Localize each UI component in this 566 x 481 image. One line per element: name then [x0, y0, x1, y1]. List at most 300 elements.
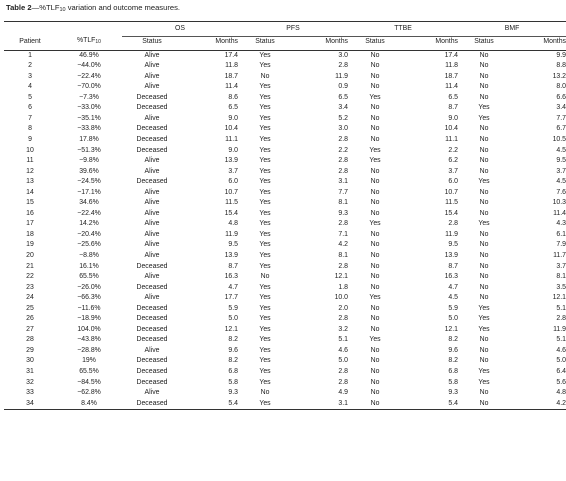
header-blank: [4, 22, 56, 37]
bmf-status-cell: No: [479, 283, 489, 291]
bmf-months-cell: 9.9: [556, 51, 566, 59]
header-os: OS: [122, 22, 238, 37]
ttbe-status-cell: No: [370, 325, 380, 333]
pfs-months-cell: 3.0: [338, 51, 348, 59]
pfs-status-cell: Yes: [259, 135, 271, 143]
bmf-months-cell: 6.4: [556, 368, 566, 375]
ttbe-status-cell: Yes: [369, 146, 381, 154]
pfs-months-cell: 3.1: [292, 399, 348, 410]
os-status-cell: Alive: [144, 273, 160, 281]
table-row: [4, 262, 566, 273]
os-status-cell: Deceased: [136, 283, 168, 291]
pfs-status-cell: Yes: [259, 220, 271, 228]
table-row: [4, 61, 566, 72]
bmf-status-cell: No: [479, 262, 489, 270]
os-status-cell: Deceased: [136, 368, 168, 375]
os-months-cell: 10.7: [224, 188, 238, 196]
bmf-status-cell: No: [479, 157, 489, 165]
pfs-months-cell: 2.8: [338, 62, 348, 70]
bmf-status-cell: Yes: [478, 114, 490, 122]
table-row: [4, 188, 566, 199]
bmf-months-cell: 7.9: [556, 241, 566, 249]
os-status-cell: Alive: [144, 62, 160, 70]
table-row: [4, 335, 566, 346]
os-months-cell: 5.4: [182, 399, 238, 410]
os-status-cell: Alive: [144, 167, 160, 175]
header-pfs-status: Status: [238, 36, 292, 50]
ttbe-status-cell: No: [370, 167, 380, 175]
ttbe-months-cell: 4.7: [448, 283, 458, 291]
patient-cell: 34: [4, 399, 56, 410]
header-tlf-sub: 10: [95, 39, 101, 46]
header-os-status: Status: [122, 36, 182, 50]
bmf-status-cell: No: [479, 93, 489, 101]
os-status-cell: Deceased: [136, 135, 168, 143]
pfs-months-cell: 2.8: [338, 315, 348, 323]
os-months-cell: 9.5: [228, 241, 238, 249]
tlf-cell: 8.4%: [56, 399, 122, 410]
os-months-cell: 9.0: [228, 114, 238, 122]
ttbe-status-cell: No: [370, 283, 380, 291]
patient-cell: 1: [28, 51, 32, 59]
pfs-status-cell: Yes: [259, 304, 271, 312]
table-row: [4, 135, 566, 146]
os-status-cell: Alive: [144, 72, 160, 80]
pfs-status-cell: Yes: [259, 315, 271, 323]
ttbe-months-cell: 18.7: [444, 72, 458, 80]
pfs-status-cell: Yes: [259, 114, 271, 122]
table-header: [4, 22, 566, 51]
header-ttbe: TTBE: [348, 22, 458, 37]
os-status-cell: Deceased: [136, 325, 168, 333]
bmf-status-cell: No: [479, 199, 489, 207]
ttbe-months-cell: 9.5: [448, 241, 458, 249]
header-tlf: [56, 36, 122, 50]
bmf-status-cell: Yes: [478, 368, 490, 375]
ttbe-status-cell: No: [370, 114, 380, 122]
patient-cell: 31: [26, 368, 34, 375]
ttbe-months-cell: 9.3: [448, 389, 458, 397]
pfs-status-cell: Yes: [259, 146, 271, 154]
caption-label: Table 2: [6, 3, 32, 12]
os-status-cell: Deceased: [122, 399, 182, 410]
table-row: [4, 240, 566, 251]
table-row: [4, 314, 566, 325]
tlf-cell: −24.5%: [77, 178, 101, 186]
bmf-months-cell: 4.8: [556, 389, 566, 397]
pfs-status-cell: Yes: [259, 125, 271, 133]
ttbe-months-cell: 9.6: [448, 346, 458, 354]
ttbe-months-cell: 6.8: [448, 368, 458, 375]
table-row: [4, 399, 566, 410]
table-row: [4, 114, 566, 125]
ttbe-months-cell: 17.4: [444, 51, 458, 59]
pfs-status-cell: Yes: [259, 346, 271, 354]
patient-cell: 15: [26, 199, 34, 207]
os-months-cell: 17.4: [224, 51, 238, 59]
ttbe-status-cell: No: [370, 262, 380, 270]
tlf-cell: −11.6%: [77, 304, 101, 312]
pfs-status-cell: Yes: [259, 325, 271, 333]
os-status-cell: Alive: [144, 157, 160, 165]
caption-dash: —: [31, 3, 40, 12]
tlf-cell: −66.3%: [77, 294, 101, 302]
ttbe-status-cell: No: [370, 188, 380, 196]
pfs-months-cell: 5.1: [338, 336, 348, 344]
header-bmf-months: Months: [510, 36, 566, 50]
patient-cell: 17: [26, 220, 34, 228]
ttbe-status-cell: No: [370, 135, 380, 143]
pfs-months-cell: 1.8: [338, 283, 348, 291]
pfs-months-cell: 4.6: [338, 346, 348, 354]
tlf-cell: −51.3%: [77, 146, 101, 154]
os-months-cell: 6.0: [228, 178, 238, 186]
bmf-months-cell: 3.5: [556, 283, 566, 291]
bmf-months-cell: 5.1: [556, 336, 566, 344]
ttbe-months-cell: 11.1: [445, 135, 458, 143]
patient-cell: 2: [28, 62, 32, 70]
pfs-status-cell: Yes: [259, 357, 271, 365]
table-row: [4, 198, 566, 209]
bmf-months-cell: 10.5: [552, 135, 566, 143]
os-status-cell: Deceased: [136, 262, 168, 270]
ttbe-months-cell: 8.7: [448, 262, 458, 270]
ttbe-status-cell: Yes: [369, 336, 381, 344]
bmf-months-cell: 11.4: [553, 209, 566, 217]
patient-cell: 6: [28, 104, 32, 112]
os-months-cell: 10.4: [224, 125, 238, 133]
os-status-cell: Deceased: [136, 336, 168, 344]
bmf-status-cell: No: [479, 72, 489, 80]
table-row: [4, 356, 566, 367]
tlf-cell: 14.2%: [79, 220, 99, 228]
pfs-status-cell: Yes: [259, 83, 271, 91]
ttbe-status-cell: No: [370, 209, 380, 217]
table-row: [4, 72, 566, 83]
bmf-months-cell: 6.6: [556, 93, 566, 101]
pfs-status-cell: Yes: [259, 93, 271, 101]
os-months-cell: 11.1: [225, 135, 238, 143]
pfs-months-cell: 7.1: [338, 230, 348, 238]
pfs-status-cell: Yes: [259, 62, 271, 70]
bmf-status-cell: No: [479, 251, 489, 259]
os-status-cell: Deceased: [136, 315, 168, 323]
patient-cell: 7: [28, 114, 32, 122]
ttbe-status-cell: No: [370, 62, 380, 70]
header-bmf-status: Status: [458, 36, 510, 50]
pfs-status-cell: Yes: [259, 178, 271, 186]
ttbe-months-cell: 8.2: [448, 336, 458, 344]
table-row: [4, 167, 566, 178]
pfs-months-cell: 3.1: [338, 178, 348, 186]
tlf-cell: −62.8%: [77, 389, 101, 397]
pfs-status-cell: Yes: [259, 251, 271, 259]
ttbe-status-cell: No: [370, 51, 380, 59]
os-status-cell: Deceased: [136, 178, 168, 186]
bmf-months-cell: 4.3: [556, 220, 566, 228]
tlf-cell: −20.4%: [77, 230, 101, 238]
tlf-cell: −35.1%: [77, 114, 101, 122]
patient-cell: 26: [26, 315, 34, 323]
os-status-cell: Deceased: [136, 104, 168, 112]
outcome-table: [4, 21, 566, 410]
ttbe-months-cell: 2.2: [448, 146, 458, 154]
bmf-status-cell: No: [479, 83, 489, 91]
patient-cell: 18: [26, 230, 34, 238]
bmf-months-cell: 6.1: [556, 230, 566, 238]
pfs-status-cell: Yes: [259, 199, 271, 207]
table-row: [4, 209, 566, 220]
pfs-months-cell: 2.8: [338, 167, 348, 175]
patient-cell: 23: [26, 283, 34, 291]
bmf-months-cell: 8.1: [556, 273, 566, 281]
tlf-cell: −8.8%: [79, 251, 99, 259]
header-ttbe-status: Status: [348, 36, 402, 50]
pfs-months-cell: 8.1: [338, 251, 348, 259]
caption-pre: %TLF: [39, 3, 60, 12]
pfs-status-cell: Yes: [259, 283, 271, 291]
tlf-cell: 65.5%: [79, 273, 99, 281]
ttbe-status-cell: No: [370, 199, 380, 207]
bmf-status-cell: Yes: [478, 304, 490, 312]
ttbe-months-cell: 5.0: [448, 315, 458, 323]
bmf-status-cell: No: [479, 294, 489, 302]
table-row: [4, 177, 566, 188]
os-months-cell: 18.7: [224, 72, 238, 80]
pfs-months-cell: 11.9: [335, 72, 348, 80]
table-row: [4, 230, 566, 241]
os-months-cell: 11.5: [225, 199, 238, 207]
tlf-cell: −33.0%: [77, 104, 101, 112]
os-months-cell: 8.2: [228, 336, 238, 344]
os-status-cell: Deceased: [136, 378, 168, 386]
patient-cell: 22: [26, 273, 34, 281]
pfs-months-cell: 3.4: [338, 104, 348, 112]
patient-cell: 8: [28, 125, 32, 133]
os-status-cell: Alive: [144, 114, 160, 122]
pfs-status-cell: Yes: [259, 368, 271, 375]
patient-cell: 33: [26, 389, 34, 397]
table-row: [4, 378, 566, 389]
pfs-months-cell: 0.9: [338, 83, 348, 91]
os-status-cell: Deceased: [136, 93, 168, 101]
ttbe-months-cell: 8.7: [448, 104, 458, 112]
tlf-cell: −26.0%: [77, 283, 101, 291]
tlf-cell: −33.8%: [77, 125, 101, 133]
pfs-status-cell: Yes: [259, 209, 271, 217]
ttbe-months-cell: 11.5: [445, 199, 458, 207]
os-status-cell: Alive: [144, 251, 160, 259]
ttbe-status-cell: No: [370, 346, 380, 354]
pfs-status-cell: No: [260, 72, 270, 80]
os-months-cell: 11.8: [225, 62, 238, 70]
table-row: [4, 325, 566, 336]
bmf-status-cell: No: [479, 146, 489, 154]
bmf-status-cell: Yes: [478, 220, 490, 228]
patient-cell: 32: [26, 378, 34, 386]
header-tlf-text: %TLF: [77, 37, 96, 45]
patient-cell: 21: [26, 262, 34, 270]
patient-cell: 13: [26, 178, 34, 186]
ttbe-months-cell: 16.3: [444, 273, 458, 281]
patient-cell: 29: [26, 346, 34, 354]
pfs-status-cell: Yes: [259, 262, 271, 270]
tlf-cell: −22.4%: [77, 209, 101, 217]
pfs-months-cell: 7.7: [338, 188, 348, 196]
pfs-status-cell: Yes: [259, 157, 271, 165]
os-months-cell: 11.9: [225, 230, 238, 238]
bmf-status-cell: No: [479, 273, 489, 281]
table-row: [4, 219, 566, 230]
table-row: [4, 272, 566, 283]
bmf-months-cell: 7.6: [556, 188, 566, 196]
ttbe-months-cell: 5.9: [448, 304, 458, 312]
os-status-cell: Alive: [144, 188, 160, 196]
os-status-cell: Deceased: [136, 304, 168, 312]
tlf-cell: −28.8%: [77, 346, 101, 354]
os-months-cell: 4.8: [228, 220, 238, 228]
pfs-status-cell: No: [260, 273, 270, 281]
bmf-months-cell: 3.7: [556, 167, 566, 175]
pfs-months-cell: 4.2: [338, 241, 348, 249]
bmf-months-cell: 3.7: [556, 262, 566, 270]
bmf-months-cell: 4.5: [556, 146, 566, 154]
patient-cell: 25: [26, 304, 34, 312]
tlf-cell: −43.8%: [77, 336, 101, 344]
ttbe-status-cell: No: [370, 368, 380, 375]
os-months-cell: 8.6: [228, 93, 238, 101]
table-body: [4, 50, 566, 410]
pfs-months-cell: 2.8: [338, 378, 348, 386]
pfs-status-cell: Yes: [259, 241, 271, 249]
bmf-status-cell: No: [479, 188, 489, 196]
bmf-status-cell: Yes: [478, 104, 490, 112]
ttbe-months-cell: 10.7: [444, 188, 458, 196]
os-months-cell: 6.5: [228, 104, 238, 112]
pfs-months-cell: 10.0: [334, 294, 348, 302]
table-caption: [6, 3, 546, 15]
ttbe-status-cell: Yes: [369, 157, 381, 165]
ttbe-status-cell: No: [370, 315, 380, 323]
bmf-status-cell: No: [479, 230, 489, 238]
os-months-cell: 12.1: [224, 325, 238, 333]
bmf-months-cell: 6.7: [556, 125, 566, 133]
pfs-months-cell: 2.8: [338, 135, 348, 143]
ttbe-months-cell: 8.2: [448, 357, 458, 365]
bmf-months-cell: 4.6: [556, 346, 566, 354]
bmf-months-cell: 7.7: [556, 114, 566, 122]
patient-cell: 24: [26, 294, 34, 302]
ttbe-months-cell: 11.4: [445, 83, 458, 91]
bmf-months-cell: 12.1: [552, 294, 566, 302]
os-status-cell: Alive: [144, 209, 160, 217]
bmf-months-cell: 8.0: [556, 83, 566, 91]
bmf-status-cell: No: [479, 357, 489, 365]
header-patient: Patient: [4, 36, 56, 50]
bmf-status-cell: Yes: [478, 178, 490, 186]
os-status-cell: Alive: [144, 220, 160, 228]
ttbe-status-cell: No: [370, 378, 380, 386]
tlf-cell: −17.1%: [77, 188, 101, 196]
tlf-cell: 19%: [82, 357, 96, 365]
table-row: [4, 124, 566, 135]
ttbe-months-cell: 6.2: [448, 157, 458, 165]
ttbe-status-cell: No: [370, 357, 380, 365]
table-row: [4, 103, 566, 114]
ttbe-months-cell: 12.1: [444, 325, 458, 333]
patient-cell: 9: [28, 135, 32, 143]
bmf-months-cell: 11.7: [553, 251, 566, 259]
ttbe-status-cell: No: [370, 389, 380, 397]
ttbe-months-cell: 15.4: [444, 209, 458, 217]
table-row: [4, 82, 566, 93]
ttbe-status-cell: No: [370, 125, 380, 133]
header-blank: [56, 22, 122, 37]
pfs-status-cell: No: [260, 389, 270, 397]
pfs-months-cell: 5.2: [338, 114, 348, 122]
ttbe-status-cell: Yes: [369, 93, 381, 101]
pfs-months-cell: 2.8: [338, 220, 348, 228]
ttbe-status-cell: Yes: [369, 294, 381, 302]
table-row: [4, 156, 566, 167]
pfs-status-cell: Yes: [259, 167, 271, 175]
patient-cell: 12: [26, 167, 34, 175]
tlf-cell: −84.5%: [77, 378, 101, 386]
os-status-cell: Alive: [144, 389, 160, 397]
ttbe-status-cell: No: [370, 104, 380, 112]
header-pfs: PFS: [238, 22, 348, 37]
patient-cell: 30: [26, 357, 34, 365]
os-months-cell: 13.9: [224, 251, 238, 259]
bmf-status-cell: No: [479, 62, 489, 70]
os-status-cell: Alive: [144, 294, 160, 302]
ttbe-months-cell: 5.4: [402, 399, 458, 410]
bmf-status-cell: No: [479, 209, 489, 217]
ttbe-status-cell: No: [370, 72, 380, 80]
pfs-status-cell: Yes: [259, 230, 271, 238]
os-months-cell: 9.0: [228, 146, 238, 154]
bmf-status-cell: No: [479, 241, 489, 249]
os-months-cell: 5.8: [228, 378, 238, 386]
ttbe-months-cell: 9.0: [448, 114, 458, 122]
tlf-cell: 34.6%: [79, 199, 99, 207]
os-months-cell: 3.7: [228, 167, 238, 175]
tlf-cell: 46.9%: [79, 51, 99, 59]
os-months-cell: 15.4: [224, 209, 238, 217]
os-months-cell: 5.0: [228, 315, 238, 323]
os-status-cell: Alive: [144, 230, 160, 238]
ttbe-status-cell: No: [370, 230, 380, 238]
os-status-cell: Alive: [144, 241, 160, 249]
tlf-cell: 17.8%: [79, 135, 99, 143]
bmf-months-cell: 13.2: [552, 72, 566, 80]
bmf-status-cell: No: [479, 51, 489, 59]
os-months-cell: 13.9: [224, 157, 238, 165]
os-status-cell: Deceased: [136, 125, 168, 133]
header-ttbe-months: Months: [402, 36, 458, 50]
pfs-months-cell: 2.8: [338, 368, 348, 375]
patient-cell: 27: [26, 325, 34, 333]
table-row: [4, 50, 566, 61]
os-status-cell: Deceased: [136, 146, 168, 154]
bmf-months-cell: 4.5: [556, 178, 566, 186]
ttbe-status-cell: No: [348, 399, 402, 410]
pfs-status-cell: Yes: [259, 188, 271, 196]
os-status-cell: Deceased: [136, 357, 168, 365]
table-row: [4, 146, 566, 157]
bmf-status-cell: Yes: [478, 325, 490, 333]
tlf-cell: −9.8%: [79, 157, 99, 165]
